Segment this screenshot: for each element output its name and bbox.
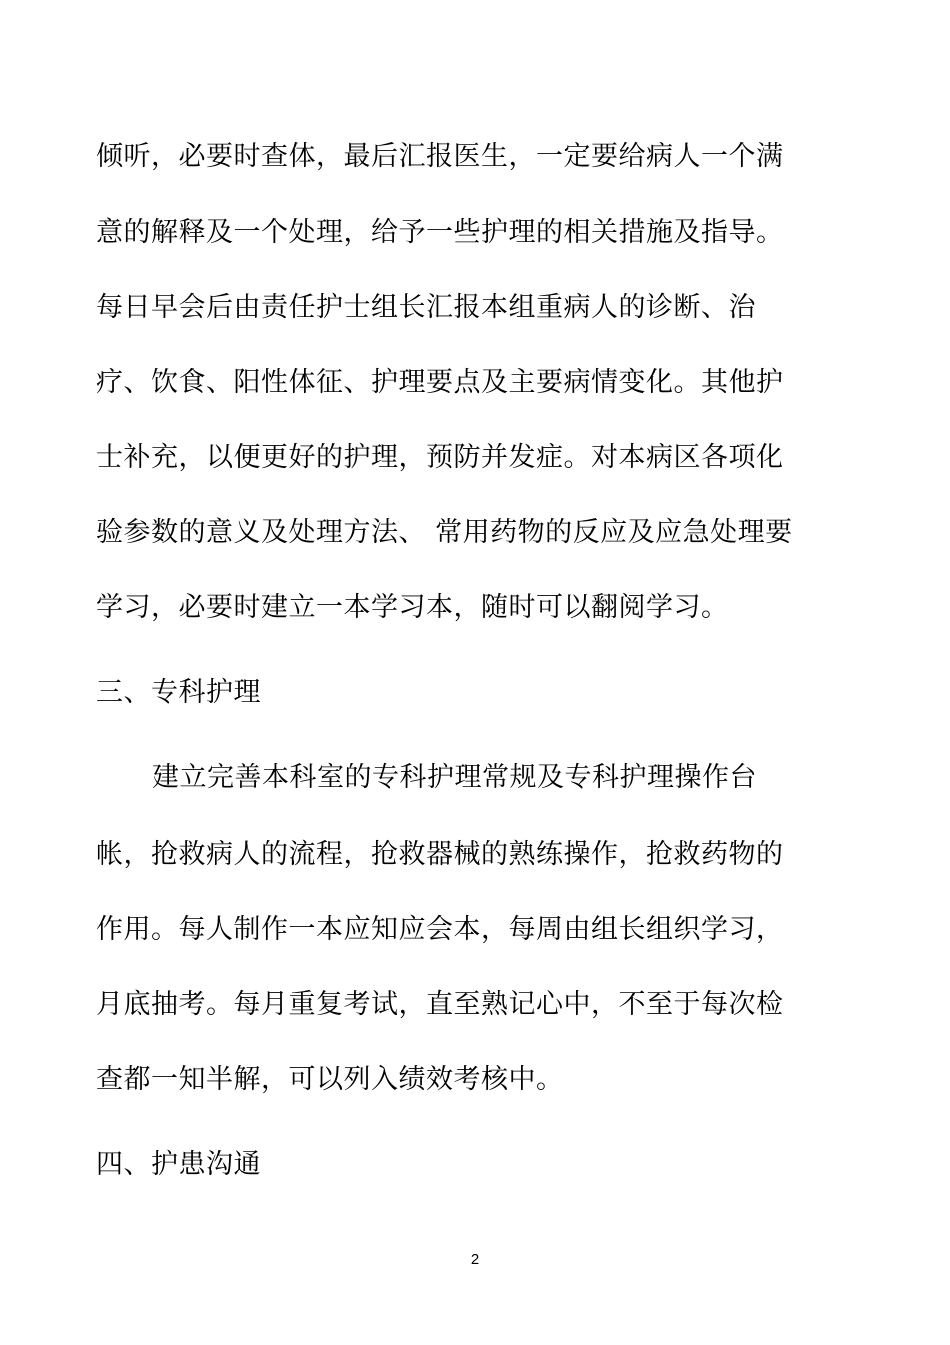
paragraph-line: 学习，必要时建立一本学习本，随时可以翻阅学习。 (96, 592, 729, 623)
paragraph-line: 作用。每人制作一本应知应会本，每周由组长组织学习， (96, 914, 784, 945)
paragraph-line: 士补充，以便更好的护理，预防并发症。对本病区各项化 (96, 442, 784, 473)
section-heading-3: 三、专科护理 (96, 677, 261, 708)
paragraph-line: 意的解释及一个处理，给予一些护理的相关措施及指导。 (96, 217, 784, 248)
paragraph-line: 疗、饮食、阳性体征、护理要点及主要病情变化。其他护 (96, 367, 784, 398)
paragraph-line: 查都一知半解，可以列入绩效考核中。 (96, 1064, 564, 1095)
page-number: 2 (470, 1251, 480, 1268)
paragraph-line: 帐，抢救病人的流程，抢救器械的熟练操作，抢救药物的 (96, 839, 784, 870)
paragraph-line: 每日早会后由责任护士组长汇报本组重病人的诊断、治 (96, 292, 756, 323)
paragraph-line: 建立完善本科室的专科护理常规及专科护理操作台 (152, 762, 757, 793)
section-heading-4: 四、护患沟通 (96, 1149, 261, 1180)
paragraph-line: 倾听，必要时查体，最后汇报医生，一定要给病人一个满 (96, 141, 784, 172)
paragraph-line: 月底抽考。每月重复考试，直至熟记心中，不至于每次检 (96, 989, 784, 1020)
paragraph-line: 验参数的意义及处理方法、 常用药物的反应及应急处理要 (96, 517, 793, 548)
